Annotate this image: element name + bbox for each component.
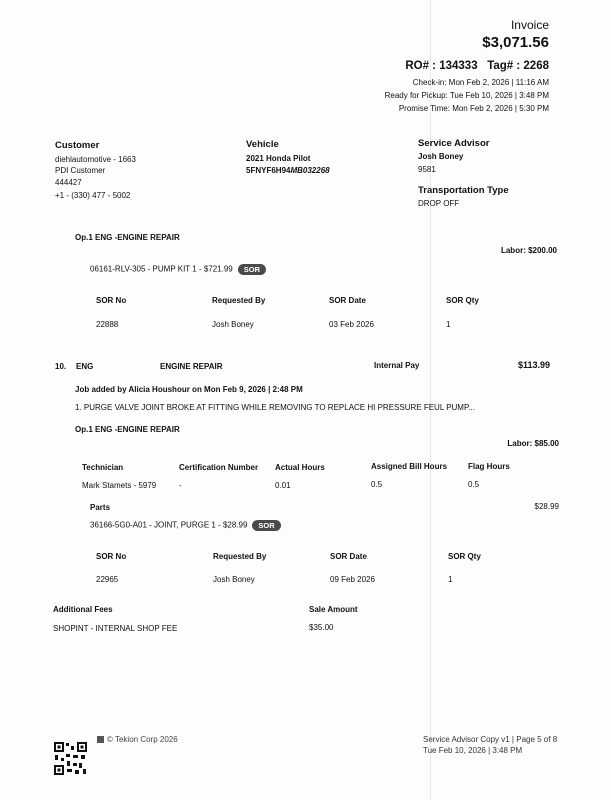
job-name: ENGINE REPAIR	[160, 362, 223, 371]
invoice-total: $3,071.56	[482, 34, 549, 51]
op1-sor-date-header: SOR Date	[329, 296, 366, 305]
customer-id: 444427	[55, 178, 82, 187]
tech-header-flag: Flag Hours	[468, 462, 510, 471]
job-requested-by-header: Requested By	[213, 552, 267, 561]
sor-badge: SOR	[252, 520, 280, 531]
checkin-time: Check-in: Mon Feb 2, 2026 | 11:16 AM	[412, 78, 549, 87]
op1-requested-by: Josh Boney	[212, 320, 254, 329]
job-part-text: 36166-5G0-A01 - JOINT, PURGE 1 - $28.99	[90, 520, 248, 530]
fee-item: SHOPINT - INTERNAL SHOP FEE	[53, 624, 178, 633]
sor-badge: SOR	[238, 264, 266, 275]
tech-assigned-hours: 0.5	[371, 480, 383, 489]
ro-tag-line	[405, 60, 549, 72]
op1-sor-no-header: SOR No	[96, 296, 127, 305]
qr-code	[53, 741, 88, 776]
tech-name: Mark Stamets - 5979	[82, 481, 157, 490]
tag-number: 2268	[523, 60, 549, 72]
ro-label: RO# :	[405, 60, 440, 72]
vin-prefix: 5FNYF6H94	[246, 166, 291, 175]
job-sor-date-header: SOR Date	[330, 552, 367, 561]
tech-flag-hours: 0.5	[468, 480, 480, 489]
tech-header-cert: Certification Number	[179, 463, 259, 472]
copyright-text: © Tekion Corp 2026	[107, 735, 178, 744]
job-sor-qty: 1	[448, 575, 453, 584]
op1-sor-qty-header: SOR Qty	[446, 296, 479, 305]
transport-label: Transportation Type	[418, 185, 509, 196]
tekion-logo-icon	[97, 736, 104, 743]
advisor-name: Josh Boney	[418, 152, 464, 161]
job-pay-type: Internal Pay	[374, 361, 420, 370]
op1-part-line	[90, 264, 266, 275]
op1-requested-by-header: Requested By	[212, 296, 266, 305]
op1-sor-qty: 1	[446, 320, 451, 329]
job-code: ENG	[76, 362, 94, 371]
fees-label: Additional Fees	[53, 605, 113, 614]
job-sor-no: 22965	[96, 575, 119, 584]
op1-title: Op.1 ENG -ENGINE REPAIR	[75, 233, 180, 242]
ready-time: Ready for Pickup: Tue Feb 10, 2026 | 3:48 PM	[384, 91, 549, 100]
copy-info: Service Advisor Copy v1 | Page 5 of 8	[423, 735, 558, 744]
job-added-by: Job added by Alicia Houshour on Mon Feb 9, 2026 | 2:48 PM	[75, 385, 303, 394]
job-requested-by: Josh Boney	[213, 575, 255, 584]
op1-part-text: 06161-RLV-305 - PUMP KIT 1 - $721.99	[90, 264, 233, 274]
tech-header-technician: Technician	[82, 463, 124, 472]
parts-label: Parts	[90, 503, 111, 512]
ro-number: 134333	[439, 60, 478, 72]
customer-label: Customer	[55, 140, 100, 151]
job-amount: $113.99	[517, 360, 550, 370]
parts-total: $28.99	[534, 502, 559, 511]
fee-amount: $35.00	[309, 623, 334, 632]
job-labor: Labor: $85.00	[507, 439, 559, 448]
customer-name: diehlautomotive - 1663	[55, 155, 136, 164]
op1-labor: Labor: $200.00	[500, 246, 557, 255]
tech-actual-hours: 0.01	[275, 481, 291, 490]
customer-phone: +1 - (330) 477 - 5002	[55, 191, 131, 200]
transport-type: DROP OFF	[418, 199, 460, 208]
printed-time: Tue Feb 10, 2026 | 3:48 PM	[423, 746, 523, 755]
doc-type: Invoice	[510, 18, 549, 32]
vehicle-model: 2021 Honda Pilot	[246, 154, 311, 163]
job-op-title: Op.1 ENG -ENGINE REPAIR	[75, 425, 180, 434]
advisor-label: Service Advisor	[418, 138, 490, 149]
scan-seam	[430, 0, 431, 800]
tech-header-assigned: Assigned Bill Hours	[371, 462, 448, 471]
promise-time: Promise Time: Mon Feb 2, 2026 | 5:30 PM	[398, 104, 549, 113]
vehicle-label: Vehicle	[246, 139, 279, 150]
advisor-number: 9581	[418, 165, 436, 174]
job-number: 10.	[55, 362, 67, 371]
tech-cert: -	[179, 481, 182, 490]
op1-sor-no: 22888	[96, 320, 119, 329]
tech-header-actual: Actual Hours	[275, 463, 325, 472]
sale-amount-label: Sale Amount	[309, 605, 358, 614]
job-part-line	[90, 520, 281, 531]
customer-type: PDI Customer	[55, 166, 106, 175]
op1-sor-date: 03 Feb 2026	[329, 320, 374, 329]
job-description: 1. PURGE VALVE JOINT BROKE AT FITTING WHILE REMOVING TO REPLACE HI PRESSURE FEUL PUMP...	[75, 403, 475, 412]
copyright	[97, 735, 178, 744]
job-sor-qty-header: SOR Qty	[448, 552, 481, 561]
vehicle-vin	[246, 166, 330, 175]
job-sor-date: 09 Feb 2026	[330, 575, 375, 584]
job-sor-no-header: SOR No	[96, 552, 127, 561]
tag-label: Tag# :	[487, 60, 524, 72]
vin-suffix: MB032268	[290, 166, 330, 175]
